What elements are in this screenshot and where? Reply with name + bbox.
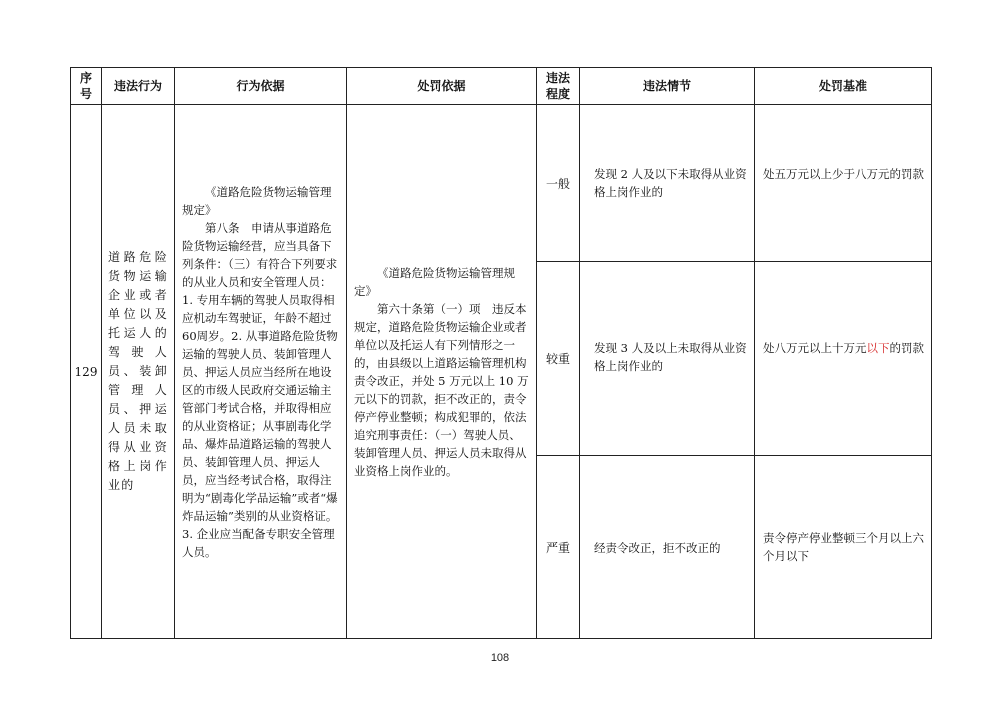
header-row xyxy=(71,68,932,105)
plot-serious: 发现 3 人及以上未取得从业资格上岗作业的 xyxy=(580,262,755,456)
conduct-basis xyxy=(175,105,347,639)
penalty-table xyxy=(70,67,932,639)
header-plot: 违法情节 xyxy=(580,68,755,105)
conduct-basis-body: 第八条 申请从事道路危险货物运输经营，应当具备下列条件：（三）有符合下列要求的从业人员和安全管理人员：1. 专用车辆的驾驶人员取得相应机动车驾驶证，年龄不超过60周岁。2. 从事道路危险货物运输的驾驶人员、装卸管理人员、押运人员应当经所在地设区的市级人民政府交通运输主管部门考试合格，并取得相应的从业资格证；从事剧毒化学品、爆炸品道路运输的驾驶人员、装卸管理人员、押运人员，应当经考试合格，取得注明为“剧毒化学品运输”或者“爆炸品运输”类别的从业资格证。3. 企业应当配备专职安全管理人员。 xyxy=(182,220,338,559)
header-degree: 违法程度 xyxy=(537,68,580,105)
standard-serious xyxy=(755,262,932,456)
header-num: 序号 xyxy=(71,68,102,105)
header-basis: 行为依据 xyxy=(175,68,347,105)
standard-severe: 责令停产停业整顿三个月以上六个月以下 xyxy=(755,456,932,639)
plot-severe: 经责令改正，拒不改正的 xyxy=(580,456,755,639)
page-number: 108 xyxy=(490,652,510,664)
degree-serious: 较重 xyxy=(537,262,580,456)
header-penalty-basis: 处罚依据 xyxy=(347,68,537,105)
penalty-basis-title: 《道路危险货物运输管理规定》 xyxy=(354,265,515,298)
violation-act: 道路危险货物运输企业或者单位以及托运人的驾驶人员、装卸管理人员、押运人员未取得从业资格上岗作业的 xyxy=(102,105,175,639)
standard-serious-part-a: 处八万元以上十万元 xyxy=(763,341,867,355)
degree-severe: 严重 xyxy=(537,456,580,639)
standard-serious-part-b: 的罚款 xyxy=(889,341,924,355)
penalty-basis xyxy=(347,105,537,639)
conduct-basis-title: 《道路危险货物运输管理规定》 xyxy=(182,184,332,217)
standard-serious-highlight: 以下 xyxy=(866,341,890,355)
standard-general: 处五万元以上少于八万元的罚款 xyxy=(755,105,932,262)
header-standard: 处罚基准 xyxy=(755,68,932,105)
row-number: 129 xyxy=(71,105,102,639)
header-act: 违法行为 xyxy=(102,68,175,105)
penalty-basis-body: 第六十条第（一）项 违反本规定，道路危险货物运输企业或者单位以及托运人有下列情形之一的，由县级以上道路运输管理机构责令改正，并处 5 万元以上 10 万元以下的罚款，拒不改正的，责令停产停业整顿；构成犯罪的，依法追究刑事责任：（一）驾驶人员、装卸管理人员、押运人员未取得从业资格上岗作业的。 xyxy=(354,301,529,478)
degree-general: 一般 xyxy=(537,105,580,262)
table-row xyxy=(71,105,932,262)
plot-general: 发现 2 人及以下未取得从业资格上岗作业的 xyxy=(580,105,755,262)
